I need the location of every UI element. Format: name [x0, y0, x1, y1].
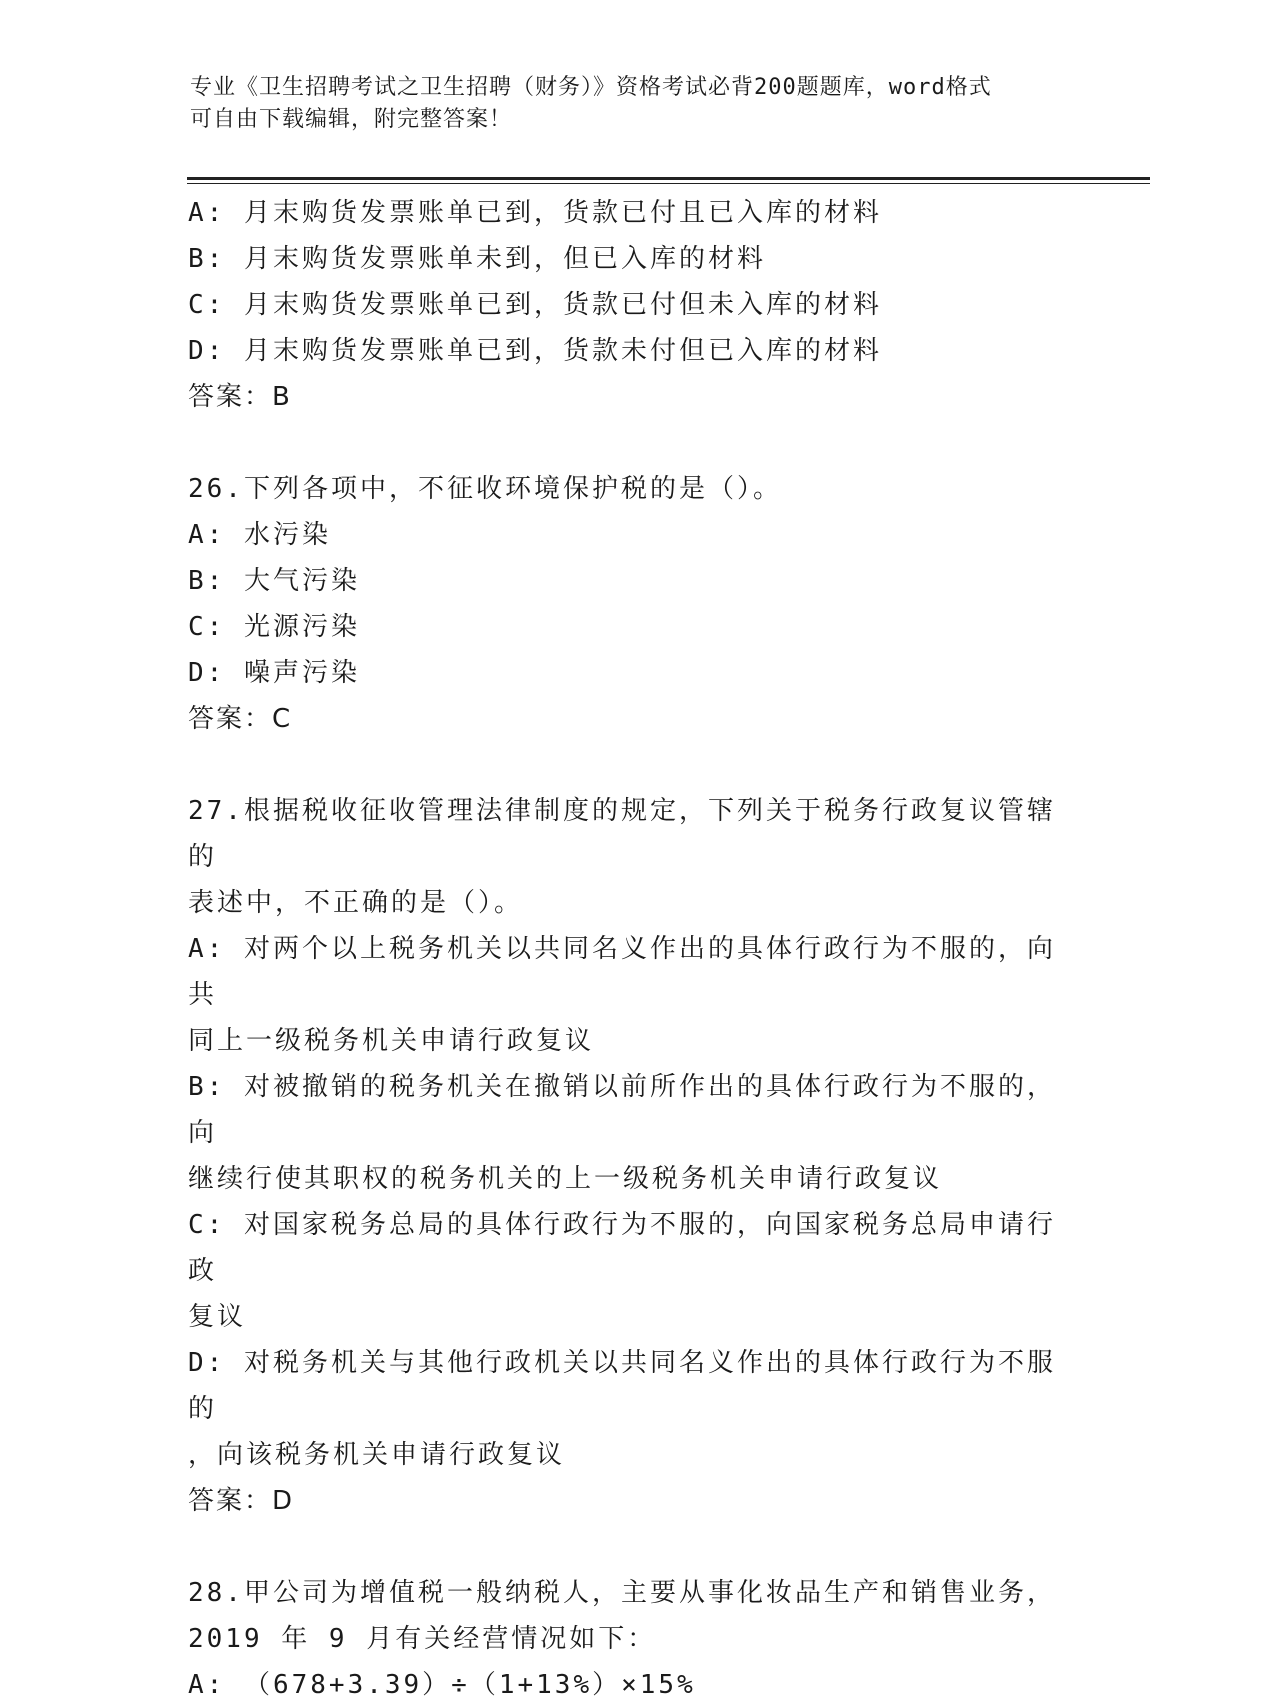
- header-title-line-1: 专业《卫生招聘考试之卫生招聘（财务）》资格考试必背200题题库，word格式: [190, 75, 992, 100]
- option-d: D: 月末购货发票账单已到，货款未付但已入库的材料: [188, 336, 882, 366]
- document-header: [190, 72, 1070, 136]
- spacer: [188, 742, 1068, 788]
- question-stem-line-1: 28.甲公司为增值税一般纳税人，主要从事化妆品生产和销售业务，: [188, 1578, 1056, 1608]
- header-divider-thick: [187, 177, 1150, 180]
- option-a: A: 水污染: [188, 520, 331, 550]
- answer: 答案：C: [188, 704, 293, 734]
- question-27: [188, 788, 1068, 1524]
- option-d-line-1: D: 对税务机关与其他行政机关以共同名义作出的具体行政行为不服的: [188, 1348, 1056, 1424]
- option-c: C: 光源污染: [188, 612, 360, 642]
- option-b-line-1: B: 对被撤销的税务机关在撤销以前所作出的具体行政行为不服的，向: [188, 1072, 1056, 1148]
- option-a: A: 月末购货发票账单已到，货款已付且已入库的材料: [188, 198, 882, 228]
- answer: 答案：B: [188, 382, 292, 412]
- answer: 答案：D: [188, 1486, 295, 1516]
- option-b: B: 月末购货发票账单未到，但已入库的材料: [188, 244, 766, 274]
- question-stem-line-1: 27.根据税收征收管理法律制度的规定，下列关于税务行政复议管辖的: [188, 796, 1056, 872]
- option-d-line-2: ，向该税务机关申请行政复议: [188, 1440, 566, 1470]
- question-26: [188, 466, 1068, 742]
- option-c: C: 月末购货发票账单已到，货款已付但未入库的材料: [188, 290, 882, 320]
- header-divider-thin: [187, 183, 1150, 184]
- option-a: A: （678+3.39）÷（1+13%）×15%: [188, 1670, 696, 1700]
- option-a-line-1: A: 对两个以上税务机关以共同名义作出的具体行政行为不服的，向共: [188, 934, 1056, 1010]
- question-25: [188, 190, 1068, 420]
- question-content: [188, 190, 1068, 1708]
- question-stem: 26.下列各项中，不征收环境保护税的是（）。: [188, 474, 782, 504]
- option-b: B: 大气污染: [188, 566, 360, 596]
- option-c-line-2: 复议: [188, 1302, 247, 1332]
- spacer: [188, 1524, 1068, 1570]
- question-stem-line-2: 2019 年 9 月有关经营情况如下：: [188, 1624, 657, 1654]
- header-title-line-2: 可自由下载编辑，附完整答案！: [190, 107, 513, 132]
- option-c-line-1: C: 对国家税务总局的具体行政行为不服的，向国家税务总局申请行政: [188, 1210, 1056, 1286]
- option-b-line-2: 继续行使其职权的税务机关的上一级税务机关申请行政复议: [188, 1164, 943, 1194]
- option-a-line-2: 同上一级税务机关申请行政复议: [188, 1026, 595, 1056]
- option-d: D: 噪声污染: [188, 658, 360, 688]
- question-stem-line-2: 表述中，不正确的是（）。: [188, 888, 524, 918]
- spacer: [188, 420, 1068, 466]
- question-28: [188, 1570, 1068, 1708]
